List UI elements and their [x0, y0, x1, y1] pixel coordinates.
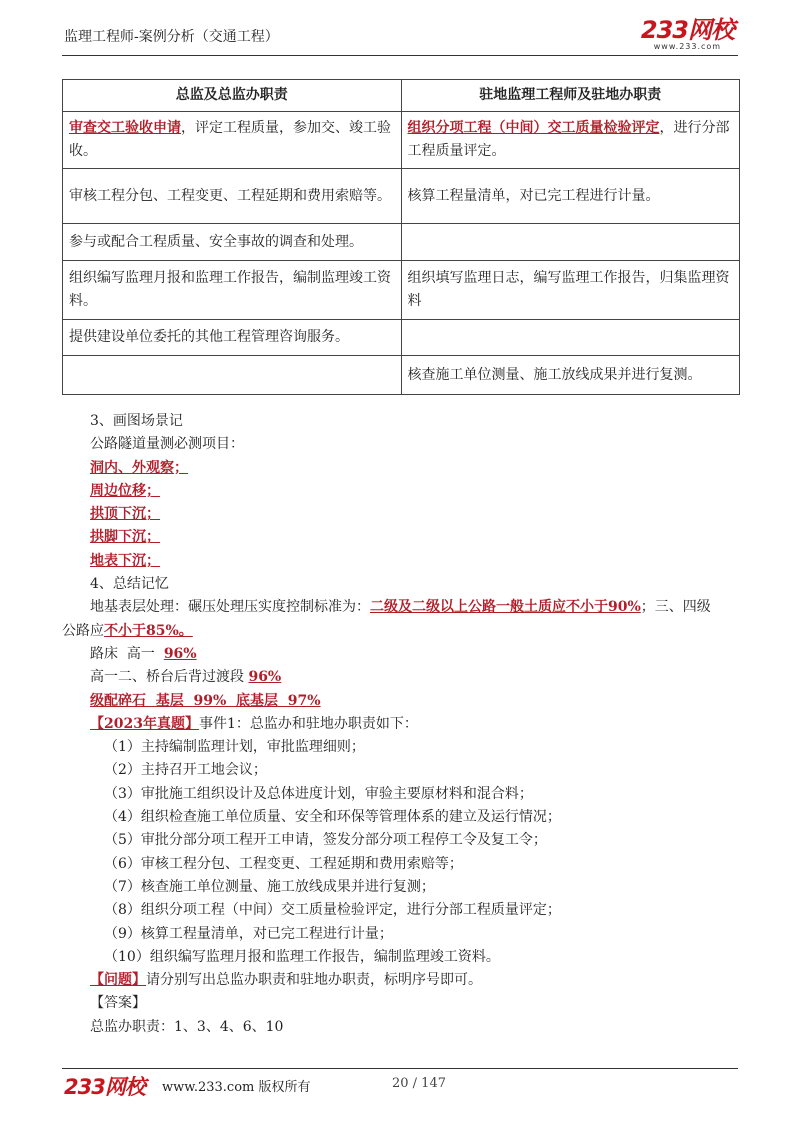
header-title: 监理工程师-案例分析（交通工程）	[64, 29, 279, 45]
table-cell	[63, 356, 402, 395]
table-header-cell: 总监及总监办职责	[63, 80, 402, 112]
text: 高一二、桥台后背过渡段	[90, 669, 249, 686]
cell-text: ，进行分部工程质量评定。	[407, 120, 730, 159]
table-header-row	[63, 80, 740, 112]
page-number: 20 / 147	[392, 1076, 446, 1091]
question-text: 请分别写出总监办职责和驻地办职责，标明序号即可。	[146, 972, 482, 989]
section-intro: 公路隧道量测必测项目：	[90, 436, 244, 453]
list-item: 拱顶下沉；	[90, 506, 160, 523]
table-cell: 组织编写监理月报和监理工作报告，编制监理竣工资料。	[63, 261, 402, 320]
highlight-text: 二级及二级以上公路一般土质应不小于90%	[370, 599, 641, 616]
table-cell: 核算工程量清单，对已完工程进行计量。	[401, 169, 740, 224]
logo-url: www.233.com	[653, 42, 722, 51]
paragraph-line	[62, 596, 742, 619]
brand-logo	[641, 18, 734, 51]
table-row	[63, 169, 740, 224]
table-cell: 参与或配合工程质量、安全事故的调查和处理。	[63, 224, 402, 261]
table-cell	[63, 112, 402, 169]
table-row	[63, 112, 740, 169]
list-item: 周边位移；	[90, 482, 160, 499]
list-item: 拱脚下沉；	[90, 529, 160, 546]
answer-label: 【答案】	[90, 995, 146, 1012]
list-item: （1）主持编制监理计划，审批监理细则；	[104, 739, 365, 756]
footer-divider	[62, 1068, 738, 1069]
list-item: （7）核查施工单位测量、施工放线成果并进行复测；	[104, 878, 435, 895]
header-divider	[62, 55, 738, 56]
section-title: 3、画图场景记	[90, 413, 183, 429]
question-line	[62, 969, 742, 992]
list-item: （9）核算工程量清单，对已完工程进行计量；	[104, 925, 393, 942]
table-row	[63, 356, 740, 395]
section-title: 4、总结记忆	[90, 576, 169, 593]
list-item: （10）组织编写监理月报和监理工作报告，编制监理竣工资料。	[104, 948, 500, 965]
paragraph-line	[62, 643, 742, 666]
document-body	[62, 410, 742, 1039]
duties-table	[62, 79, 740, 395]
paragraph-line	[62, 713, 742, 736]
text: 公路应	[62, 622, 104, 639]
table-row	[63, 261, 740, 320]
table-cell	[401, 224, 740, 261]
table-cell	[401, 320, 740, 356]
highlight-text: 审查交工验收申请	[69, 120, 181, 136]
paragraph-line	[62, 620, 742, 643]
logo-text: 233网校	[640, 16, 734, 44]
list-item: （5）审批分部分项工程开工申请，签发分部分项工程停工令及复工令；	[104, 832, 547, 849]
highlight-line: 级配碎石 基层 99% 底基层 97%	[90, 692, 321, 709]
exam-tag: 【2023年真题】	[90, 715, 199, 732]
footer-copyright: www.233.com 版权所有	[162, 1080, 311, 1095]
highlight-text: 96%	[163, 645, 197, 662]
list-item: （4）组织检查施工单位质量、安全和环保等管理体系的建立及运行情况；	[104, 809, 561, 826]
text: 路床 高一	[90, 645, 164, 662]
paragraph-line	[62, 666, 742, 689]
text: 事件1：总监办和驻地办职责如下：	[198, 715, 418, 732]
table-cell: 提供建设单位委托的其他工程管理咨询服务。	[63, 320, 402, 356]
highlight-text: 不小于85%。	[104, 622, 193, 639]
table-row	[63, 224, 740, 261]
list-item: 地表下沉；	[90, 552, 160, 569]
cell-text: ，评定工程质量，参加交、竣工验收。	[69, 120, 391, 159]
table-cell: 审核工程分包、工程变更、工程延期和费用索赔等。	[63, 169, 402, 224]
answer-text: 总监办职责：1、3、4、6、10	[90, 1018, 284, 1035]
table-cell: 组织填写监理日志，编写监理工作报告，归集监理资料	[401, 261, 740, 320]
footer-logo: 233网校	[64, 1075, 145, 1099]
text: 地基表层处理：碾压处理压实度控制标准为：	[90, 599, 370, 616]
highlight-text: 96%	[248, 669, 282, 686]
list-item: （8）组织分项工程（中间）交工质量检验评定，进行分部工程质量评定；	[104, 902, 561, 919]
highlight-text: 组织分项工程（中间）交工质量检验评定	[407, 120, 660, 136]
table-cell: 核查施工单位测量、施工放线成果并进行复测。	[401, 356, 740, 395]
table-header-cell: 驻地监理工程师及驻地办职责	[401, 80, 740, 112]
table-cell	[401, 112, 740, 169]
list-item: （6）审核工程分包、工程变更、工程延期和费用索赔等；	[104, 855, 463, 872]
question-tag: 【问题】	[90, 972, 146, 989]
list-item: （2）主持召开工地会议；	[104, 762, 267, 779]
table-row	[63, 320, 740, 356]
list-item: 洞内、外观察；	[90, 459, 188, 476]
list-item: （3）审批施工组织设计及总体进度计划，审验主要原材料和混合料；	[104, 785, 533, 802]
text: ；三、四级	[640, 599, 711, 616]
